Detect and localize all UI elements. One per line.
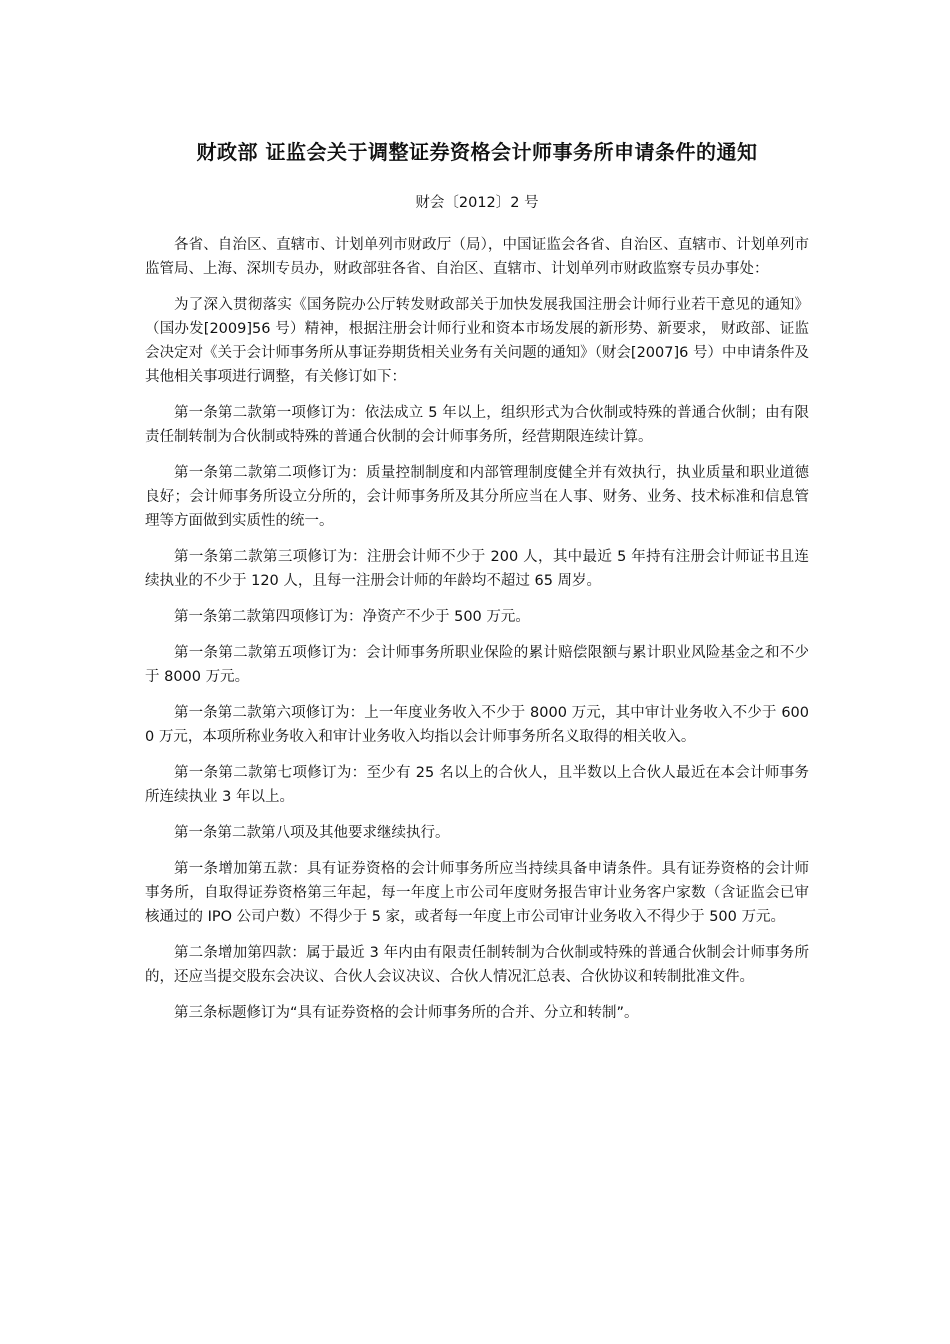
document-body <box>145 233 809 1037</box>
paragraph-item-2: 第一条第二款第二项修订为：质量控制制度和内部管理制度健全并有效执行，执业质量和职业道德良好；会计师事务所设立分所的，会计师事务所及其分所应当在人事、财务、业务、技术标准和信息管理等方面做到实质性的统一。 <box>145 465 809 529</box>
paragraph-article1-clause5: 第一条增加第五款：具有证券资格的会计师事务所应当持续具备申请条件。具有证券资格的会计师事务所，自取得证券资格第三年起，每一年度上市公司年度财务报告审计业务客户家数（含证监会已审核通过的 IPO 公司户数）不得少于 5 家，或者每一年度上市公司审计业务收入不得少于 500 万元。 <box>145 861 809 925</box>
paragraph-item-7: 第一条第二款第七项修订为：至少有 25 名以上的合伙人，且半数以上合伙人最近在本会计师事务所连续执业 3 年以上。 <box>145 765 809 805</box>
paragraph-article2-clause4: 第二条增加第四款：属于最近 3 年内由有限责任制转制为合伙制或特殊的普通合伙制会计师事务所的，还应当提交股东会决议、合伙人会议决议、合伙人情况汇总表、合伙协议和转制批准文件。 <box>145 945 809 985</box>
paragraph-item-6: 第一条第二款第六项修订为：上一年度业务收入不少于 8000 万元，其中审计业务收入不少于 6000 万元，本项所称业务收入和审计业务收入均指以会计师事务所名义取得的相关收入。 <box>145 705 809 745</box>
paragraph-item-4: 第一条第二款第四项修订为：净资产不少于 500 万元。 <box>174 609 530 625</box>
paragraph-addressees: 各省、自治区、直辖市、计划单列市财政厅（局），中国证监会各省、自治区、直辖市、计划单列市监管局、上海、深圳专员办，财政部驻各省、自治区、直辖市、计划单列市财政监察专员办事处： <box>145 237 809 277</box>
paragraph-item-5: 第一条第二款第五项修订为：会计师事务所职业保险的累计赔偿限额与累计职业风险基金之和不少于 8000 万元。 <box>145 645 809 685</box>
paragraph-article3-title: 第三条标题修订为“具有证券资格的会计师事务所的合并、分立和转制”。 <box>174 1005 639 1021</box>
document-number: 财会〔2012〕2 号 <box>415 195 539 211</box>
paragraph-item-1: 第一条第二款第一项修订为：依法成立 5 年以上，组织形式为合伙制或特殊的普通合伙制；由有限责任制转制为合伙制或特殊的普通合伙制的会计师事务所，经营期限连续计算。 <box>145 405 809 445</box>
paragraph-item-8: 第一条第二款第八项及其他要求继续执行。 <box>174 825 450 841</box>
paragraph-item-3: 第一条第二款第三项修订为：注册会计师不少于 200 人，其中最近 5 年持有注册会计师证书且连续执业的不少于 120 人，且每一注册会计师的年龄均不超过 65 周岁。 <box>145 549 809 589</box>
document-title: 财政部 证监会关于调整证券资格会计师事务所申请条件的通知 <box>196 140 758 164</box>
paragraph-preamble: 为了深入贯彻落实《国务院办公厅转发财政部关于加快发展我国注册会计师行业若干意见的通知》（国办发[2009]56 号）精神，根据注册会计师行业和资本市场发展的新形势、新要求， 财政部、证监会决定对《关于会计师事务所从事证券期货相关业务有关问题的通知》（财会[2007]6 号）中申请条件及其他相关事项进行调整，有关修订如下： <box>145 297 809 385</box>
